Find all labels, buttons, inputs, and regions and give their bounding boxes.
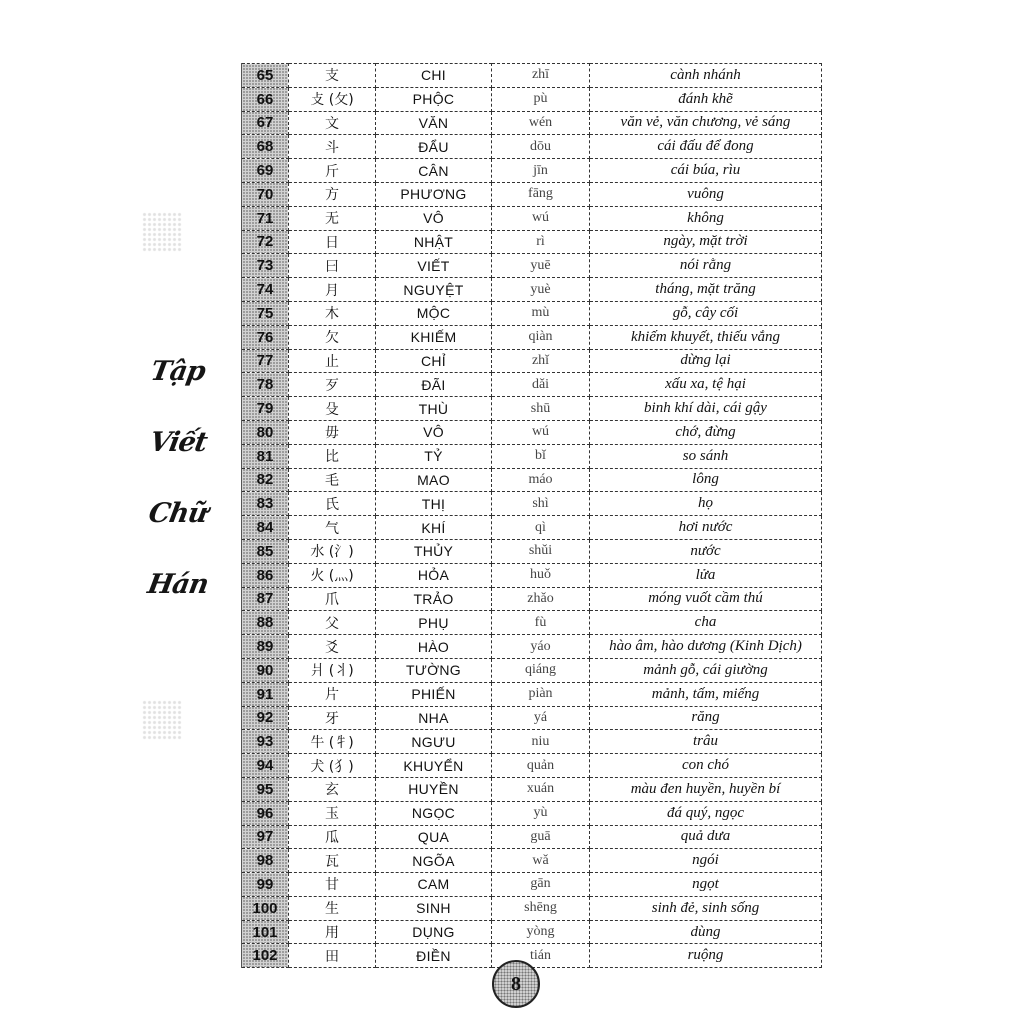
pinyin-reading: tián bbox=[492, 944, 590, 968]
table-row bbox=[242, 801, 822, 825]
pinyin-reading: máo bbox=[492, 468, 590, 492]
radical-number: 78 bbox=[242, 373, 289, 397]
radical-glyph: 月 bbox=[289, 278, 376, 302]
meaning: không bbox=[590, 206, 822, 230]
pinyin-reading: bǐ bbox=[492, 444, 590, 468]
radical-glyph: 方 bbox=[289, 182, 376, 206]
radical-number: 81 bbox=[242, 444, 289, 468]
meaning: lông bbox=[590, 468, 822, 492]
pinyin-reading: zhǎo bbox=[492, 587, 590, 611]
sino-vietnamese-reading: NHẬT bbox=[376, 230, 492, 254]
radical-number: 94 bbox=[242, 754, 289, 778]
pinyin-reading: wén bbox=[492, 111, 590, 135]
radical-glyph: 爻 bbox=[289, 635, 376, 659]
table-row bbox=[242, 301, 822, 325]
pinyin-reading: guā bbox=[492, 825, 590, 849]
pinyin-reading: qiáng bbox=[492, 658, 590, 682]
table-row bbox=[242, 111, 822, 135]
radical-glyph: 瓦 bbox=[289, 849, 376, 873]
meaning: quả dưa bbox=[590, 825, 822, 849]
radical-number: 101 bbox=[242, 920, 289, 944]
pinyin-reading: yuē bbox=[492, 254, 590, 278]
table-row bbox=[242, 397, 822, 421]
table-row bbox=[242, 64, 822, 88]
sino-vietnamese-reading: PHƯƠNG bbox=[376, 182, 492, 206]
radical-glyph: 毋 bbox=[289, 420, 376, 444]
radical-glyph: 日 bbox=[289, 230, 376, 254]
radical-glyph: 歹 bbox=[289, 373, 376, 397]
radical-number: 100 bbox=[242, 896, 289, 920]
table-row bbox=[242, 682, 822, 706]
pinyin-reading: quản bbox=[492, 754, 590, 778]
meaning: lửa bbox=[590, 563, 822, 587]
meaning: văn vẻ, văn chương, vẻ sáng bbox=[590, 111, 822, 135]
meaning: so sánh bbox=[590, 444, 822, 468]
radical-glyph: 火 (灬) bbox=[289, 563, 376, 587]
radical-glyph: 比 bbox=[289, 444, 376, 468]
meaning: đá quý, ngọc bbox=[590, 801, 822, 825]
radical-glyph: 玄 bbox=[289, 777, 376, 801]
table-row bbox=[242, 754, 822, 778]
pinyin-reading: shì bbox=[492, 492, 590, 516]
sino-vietnamese-reading: HÀO bbox=[376, 635, 492, 659]
table-row bbox=[242, 135, 822, 159]
radical-number: 71 bbox=[242, 206, 289, 230]
radical-number: 93 bbox=[242, 730, 289, 754]
radical-number: 90 bbox=[242, 658, 289, 682]
sino-vietnamese-reading: KHÍ bbox=[376, 516, 492, 540]
table-row bbox=[242, 539, 822, 563]
meaning: dừng lại bbox=[590, 349, 822, 373]
pinyin-reading: shēng bbox=[492, 896, 590, 920]
table-row bbox=[242, 254, 822, 278]
radical-number: 98 bbox=[242, 849, 289, 873]
pinyin-reading: qì bbox=[492, 516, 590, 540]
radical-glyph: 父 bbox=[289, 611, 376, 635]
radical-glyph: 止 bbox=[289, 349, 376, 373]
table-row bbox=[242, 492, 822, 516]
radical-number: 80 bbox=[242, 420, 289, 444]
radical-glyph: 牛 (牜) bbox=[289, 730, 376, 754]
radical-glyph: 气 bbox=[289, 516, 376, 540]
pinyin-reading: fù bbox=[492, 611, 590, 635]
meaning: sinh đẻ, sinh sống bbox=[590, 896, 822, 920]
sino-vietnamese-reading: VÔ bbox=[376, 420, 492, 444]
pinyin-reading: mù bbox=[492, 301, 590, 325]
radical-number: 73 bbox=[242, 254, 289, 278]
radical-glyph: 犬 (犭) bbox=[289, 754, 376, 778]
sino-vietnamese-reading: ĐÃI bbox=[376, 373, 492, 397]
pinyin-reading: qiàn bbox=[492, 325, 590, 349]
meaning: nói rằng bbox=[590, 254, 822, 278]
radical-number: 95 bbox=[242, 777, 289, 801]
pinyin-reading: fāng bbox=[492, 182, 590, 206]
table-row bbox=[242, 706, 822, 730]
sino-vietnamese-reading: CAM bbox=[376, 873, 492, 897]
meaning: mảnh gỗ, cái giường bbox=[590, 658, 822, 682]
side-title-word: Hán bbox=[145, 569, 211, 600]
sino-vietnamese-reading: QUA bbox=[376, 825, 492, 849]
radical-number: 92 bbox=[242, 706, 289, 730]
meaning: cái đấu để đong bbox=[590, 135, 822, 159]
table-row bbox=[242, 563, 822, 587]
radical-glyph: 曰 bbox=[289, 254, 376, 278]
meaning: trâu bbox=[590, 730, 822, 754]
radical-number: 88 bbox=[242, 611, 289, 635]
table-row bbox=[242, 635, 822, 659]
sino-vietnamese-reading: CHỈ bbox=[376, 349, 492, 373]
table-row bbox=[242, 206, 822, 230]
radical-glyph: 爿 (丬) bbox=[289, 658, 376, 682]
radical-glyph: 木 bbox=[289, 301, 376, 325]
table-row bbox=[242, 730, 822, 754]
meaning: cành nhánh bbox=[590, 64, 822, 88]
meaning: đánh khẽ bbox=[590, 87, 822, 111]
meaning: xấu xa, tệ hại bbox=[590, 373, 822, 397]
radical-glyph: 生 bbox=[289, 896, 376, 920]
meaning: hào âm, hào dương (Kinh Dịch) bbox=[590, 635, 822, 659]
radical-number: 66 bbox=[242, 87, 289, 111]
pinyin-reading: jīn bbox=[492, 159, 590, 183]
table-row bbox=[242, 325, 822, 349]
radical-glyph: 斤 bbox=[289, 159, 376, 183]
radical-number: 74 bbox=[242, 278, 289, 302]
radical-glyph: 无 bbox=[289, 206, 376, 230]
sino-vietnamese-reading: THỦY bbox=[376, 539, 492, 563]
sino-vietnamese-reading: CHI bbox=[376, 64, 492, 88]
meaning: tháng, mặt trăng bbox=[590, 278, 822, 302]
table-row bbox=[242, 516, 822, 540]
table-row bbox=[242, 873, 822, 897]
radical-glyph: 水 (氵) bbox=[289, 539, 376, 563]
sino-vietnamese-reading: ĐIỀN bbox=[376, 944, 492, 968]
meaning: mảnh, tấm, miếng bbox=[590, 682, 822, 706]
sino-vietnamese-reading: VIẾT bbox=[376, 254, 492, 278]
radical-number: 70 bbox=[242, 182, 289, 206]
table-row bbox=[242, 278, 822, 302]
pinyin-reading: dōu bbox=[492, 135, 590, 159]
radical-glyph: 瓜 bbox=[289, 825, 376, 849]
sino-vietnamese-reading: SINH bbox=[376, 896, 492, 920]
radical-number: 83 bbox=[242, 492, 289, 516]
pinyin-reading: wú bbox=[492, 420, 590, 444]
table-row bbox=[242, 444, 822, 468]
radical-number: 65 bbox=[242, 64, 289, 88]
meaning: binh khí dài, cái gậy bbox=[590, 397, 822, 421]
sino-vietnamese-reading: MAO bbox=[376, 468, 492, 492]
table-row bbox=[242, 825, 822, 849]
side-title bbox=[138, 350, 218, 598]
sino-vietnamese-reading: KHIẾM bbox=[376, 325, 492, 349]
pinyin-reading: yù bbox=[492, 801, 590, 825]
table-row bbox=[242, 944, 822, 968]
sino-vietnamese-reading: CÂN bbox=[376, 159, 492, 183]
radical-number: 72 bbox=[242, 230, 289, 254]
pinyin-reading: zhǐ bbox=[492, 349, 590, 373]
sino-vietnamese-reading: PHỘC bbox=[376, 87, 492, 111]
radical-number: 85 bbox=[242, 539, 289, 563]
radical-glyph: 玉 bbox=[289, 801, 376, 825]
side-title-word: Viết bbox=[147, 427, 209, 458]
table-row bbox=[242, 182, 822, 206]
sino-vietnamese-reading: NGỌC bbox=[376, 801, 492, 825]
table-row bbox=[242, 87, 822, 111]
radical-glyph: 斗 bbox=[289, 135, 376, 159]
meaning: họ bbox=[590, 492, 822, 516]
pinyin-reading: yòng bbox=[492, 920, 590, 944]
radical-glyph: 用 bbox=[289, 920, 376, 944]
sino-vietnamese-reading: NGÕA bbox=[376, 849, 492, 873]
radical-number: 96 bbox=[242, 801, 289, 825]
table-row bbox=[242, 920, 822, 944]
radicals-table bbox=[241, 63, 822, 968]
sino-vietnamese-reading: KHUYỂN bbox=[376, 754, 492, 778]
radical-glyph: 田 bbox=[289, 944, 376, 968]
sino-vietnamese-reading: ĐẨU bbox=[376, 135, 492, 159]
table-row bbox=[242, 230, 822, 254]
pinyin-reading: huǒ bbox=[492, 563, 590, 587]
meaning: vuông bbox=[590, 182, 822, 206]
radical-number: 75 bbox=[242, 301, 289, 325]
page-number: 8 bbox=[492, 960, 540, 1008]
radical-number: 86 bbox=[242, 563, 289, 587]
pinyin-reading: gān bbox=[492, 873, 590, 897]
meaning: cha bbox=[590, 611, 822, 635]
table-row bbox=[242, 587, 822, 611]
sino-vietnamese-reading: HUYỀN bbox=[376, 777, 492, 801]
table-row bbox=[242, 896, 822, 920]
radical-number: 82 bbox=[242, 468, 289, 492]
meaning: ngói bbox=[590, 849, 822, 873]
meaning: khiếm khuyết, thiếu vắng bbox=[590, 325, 822, 349]
radical-glyph: 甘 bbox=[289, 873, 376, 897]
radical-number: 69 bbox=[242, 159, 289, 183]
pinyin-reading: wú bbox=[492, 206, 590, 230]
table-row bbox=[242, 468, 822, 492]
radical-number: 84 bbox=[242, 516, 289, 540]
meaning: con chó bbox=[590, 754, 822, 778]
side-title-word: Tập bbox=[148, 356, 208, 387]
sino-vietnamese-reading: NGƯU bbox=[376, 730, 492, 754]
paper-speckle bbox=[142, 212, 182, 252]
pinyin-reading: yáo bbox=[492, 635, 590, 659]
meaning: dùng bbox=[590, 920, 822, 944]
sino-vietnamese-reading: TRẢO bbox=[376, 587, 492, 611]
sino-vietnamese-reading: NGUYỆT bbox=[376, 278, 492, 302]
meaning: cái búa, rìu bbox=[590, 159, 822, 183]
meaning: móng vuốt cầm thú bbox=[590, 587, 822, 611]
radical-number: 102 bbox=[242, 944, 289, 968]
radical-glyph: 文 bbox=[289, 111, 376, 135]
radical-number: 87 bbox=[242, 587, 289, 611]
pinyin-reading: yá bbox=[492, 706, 590, 730]
radical-glyph: 爪 bbox=[289, 587, 376, 611]
radical-number: 91 bbox=[242, 682, 289, 706]
pinyin-reading: piàn bbox=[492, 682, 590, 706]
radicals-table-body bbox=[242, 64, 822, 968]
side-title-word: Chữ bbox=[146, 498, 210, 529]
sino-vietnamese-reading: HỎA bbox=[376, 563, 492, 587]
pinyin-reading: yuè bbox=[492, 278, 590, 302]
meaning: nước bbox=[590, 539, 822, 563]
table-row bbox=[242, 373, 822, 397]
meaning: gỗ, cây cối bbox=[590, 301, 822, 325]
table-row bbox=[242, 349, 822, 373]
radical-glyph: 殳 bbox=[289, 397, 376, 421]
meaning: ngọt bbox=[590, 873, 822, 897]
radical-glyph: 攴 (攵) bbox=[289, 87, 376, 111]
radical-glyph: 片 bbox=[289, 682, 376, 706]
sino-vietnamese-reading: TƯỜNG bbox=[376, 658, 492, 682]
sino-vietnamese-reading: NHA bbox=[376, 706, 492, 730]
meaning: răng bbox=[590, 706, 822, 730]
sino-vietnamese-reading: THỊ bbox=[376, 492, 492, 516]
pinyin-reading: zhī bbox=[492, 64, 590, 88]
radical-number: 97 bbox=[242, 825, 289, 849]
pinyin-reading: rì bbox=[492, 230, 590, 254]
sino-vietnamese-reading: MỘC bbox=[376, 301, 492, 325]
radical-number: 79 bbox=[242, 397, 289, 421]
sino-vietnamese-reading: TỶ bbox=[376, 444, 492, 468]
sino-vietnamese-reading: PHIẾN bbox=[376, 682, 492, 706]
pinyin-reading: niu bbox=[492, 730, 590, 754]
meaning: ngày, mặt trời bbox=[590, 230, 822, 254]
pinyin-reading: pù bbox=[492, 87, 590, 111]
pinyin-reading: xuán bbox=[492, 777, 590, 801]
paper-speckle bbox=[142, 700, 182, 740]
sino-vietnamese-reading: DỤNG bbox=[376, 920, 492, 944]
table-row bbox=[242, 611, 822, 635]
radical-number: 67 bbox=[242, 111, 289, 135]
sino-vietnamese-reading: VĂN bbox=[376, 111, 492, 135]
table-row bbox=[242, 849, 822, 873]
pinyin-reading: wǎ bbox=[492, 849, 590, 873]
radical-number: 68 bbox=[242, 135, 289, 159]
pinyin-reading: shū bbox=[492, 397, 590, 421]
table-row bbox=[242, 420, 822, 444]
pinyin-reading: shǔi bbox=[492, 539, 590, 563]
radical-glyph: 毛 bbox=[289, 468, 376, 492]
radical-number: 77 bbox=[242, 349, 289, 373]
radical-number: 76 bbox=[242, 325, 289, 349]
meaning: màu đen huyền, huyền bí bbox=[590, 777, 822, 801]
table-row bbox=[242, 159, 822, 183]
table-row bbox=[242, 777, 822, 801]
radical-glyph: 牙 bbox=[289, 706, 376, 730]
meaning: chớ, đừng bbox=[590, 420, 822, 444]
meaning: hơi nước bbox=[590, 516, 822, 540]
radical-number: 99 bbox=[242, 873, 289, 897]
radical-glyph: 氏 bbox=[289, 492, 376, 516]
pinyin-reading: dǎi bbox=[492, 373, 590, 397]
table-row bbox=[242, 658, 822, 682]
meaning: ruộng bbox=[590, 944, 822, 968]
radical-number: 89 bbox=[242, 635, 289, 659]
sino-vietnamese-reading: PHỤ bbox=[376, 611, 492, 635]
radical-glyph: 支 bbox=[289, 64, 376, 88]
radical-glyph: 欠 bbox=[289, 325, 376, 349]
sino-vietnamese-reading: THÙ bbox=[376, 397, 492, 421]
sino-vietnamese-reading: VÔ bbox=[376, 206, 492, 230]
